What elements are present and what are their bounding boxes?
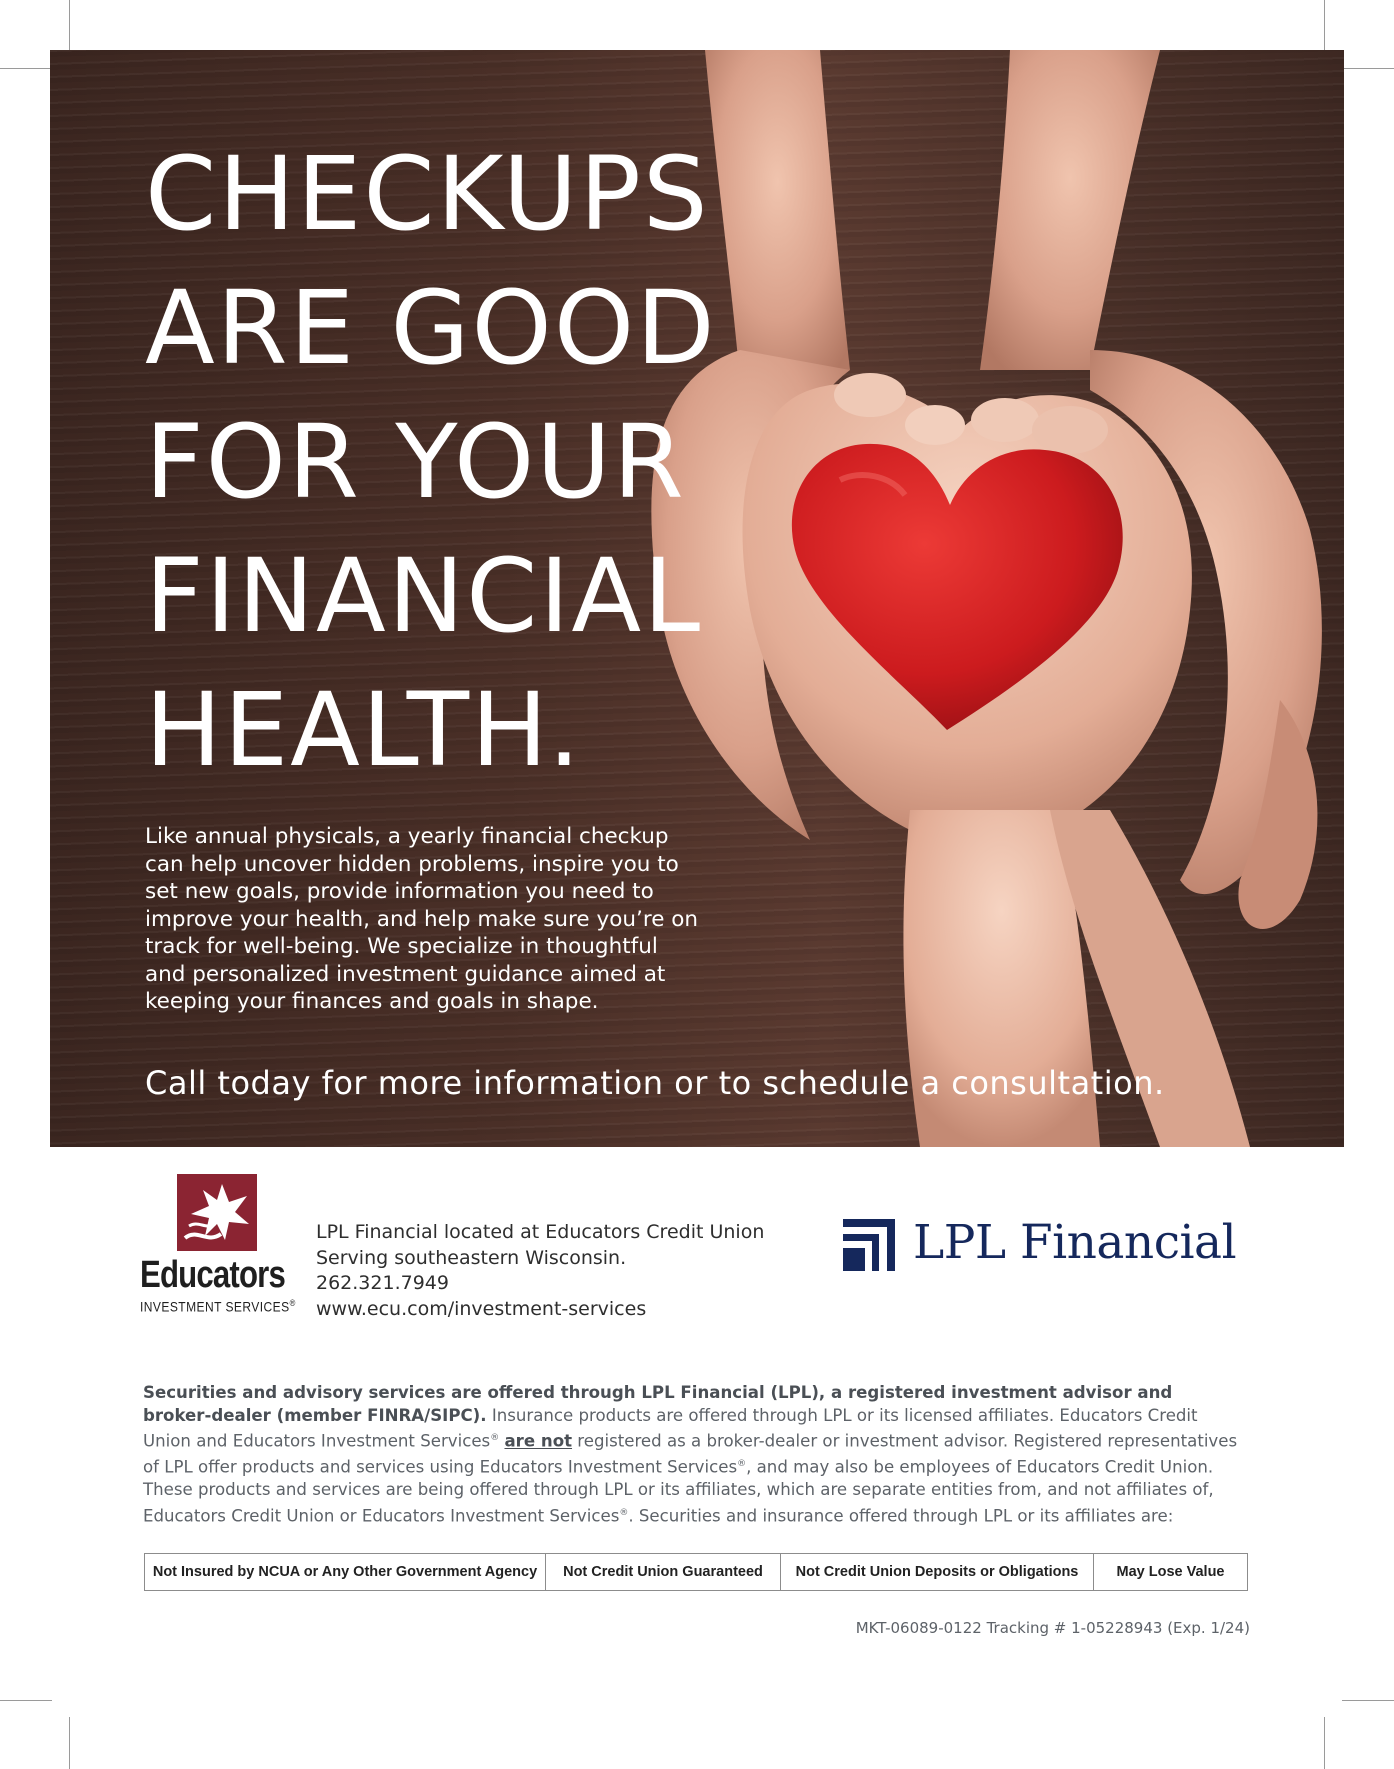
- crop-mark: [1342, 1700, 1394, 1701]
- crop-mark: [0, 68, 52, 69]
- notice-cell: Not Insured by NCUA or Any Other Government Agency: [145, 1554, 546, 1591]
- lpl-bars-icon: [843, 1219, 895, 1271]
- contact-region: Serving southeastern Wisconsin.: [316, 1246, 627, 1269]
- headline-line: ARE GOOD: [145, 269, 717, 388]
- call-to-action: Call today for more information or to schedule a consultation.: [145, 1064, 1165, 1102]
- crop-mark: [69, 0, 70, 52]
- disclosure-bold: Securities and advisory services are offered through LPL Financial (LPL), a registered investment advisor and broker-dealer (member FINRA/SIPC).: [143, 1383, 1173, 1425]
- notice-cell: Not Credit Union Deposits or Obligations: [781, 1554, 1094, 1591]
- body-line: Like annual physicals, a yearly financial checkup: [145, 824, 669, 849]
- educators-wordmark: Educators: [140, 1254, 285, 1296]
- headline: [145, 128, 845, 798]
- crop-mark: [69, 1717, 70, 1769]
- headline-line: HEALTH.: [145, 671, 583, 790]
- contact-url[interactable]: www.ecu.com/investment-services: [316, 1297, 647, 1320]
- crop-mark: [0, 1700, 52, 1701]
- crop-mark: [1324, 1717, 1325, 1769]
- lpl-wordmark: LPL Financial: [913, 1215, 1237, 1270]
- notice-cell: May Lose Value: [1094, 1554, 1248, 1591]
- headline-line: FOR YOUR: [145, 403, 686, 522]
- body-copy: [145, 823, 755, 1016]
- notice-table: [144, 1553, 1248, 1591]
- disclosure-emphasis: are not: [504, 1431, 573, 1451]
- educators-tagline: INVESTMENT SERVICES®: [140, 1298, 296, 1315]
- crop-mark: [1342, 68, 1394, 69]
- tracking-number: MKT-06089-0122 Tracking # 1-05228943 (Exp. 1/24): [855, 1619, 1250, 1637]
- contact-location: LPL Financial located at Educators Credit Union: [316, 1221, 765, 1243]
- body-line: set new goals, provide information you need to: [145, 879, 654, 904]
- educators-flower-icon: [177, 1174, 257, 1251]
- body-line: track for well-being. We specialize in thoughtful: [145, 934, 658, 959]
- contact-block: [316, 1220, 836, 1322]
- headline-line: CHECKUPS: [145, 135, 710, 254]
- body-line: improve your health, and help make sure you’re on: [145, 906, 699, 932]
- crop-mark: [1324, 0, 1325, 52]
- body-line: keeping your finances and goals in shape.: [145, 989, 599, 1014]
- notice-cell: Not Credit Union Guaranteed: [546, 1554, 781, 1591]
- body-line: and personalized investment guidance aimed at: [145, 961, 666, 987]
- lpl-financial-logo: [843, 1215, 1263, 1275]
- headline-line: FINANCIAL: [145, 537, 703, 656]
- disclosure-text: Securities and advisory services are offered through LPL Financial (LPL), a registered investment advisor and broker-dealer (member FINRA/SIPC). Insurance products are offered through LPL or its licensed affiliates. Educators Credit Union and Educators Investment Services® are not registered as a broker-dealer or investment advisor. Registered representatives of LPL offer products and services using Educators Investment Services®, and may also be employees of Educators Credit Union. These products and services are being offered through LPL or its affiliates, which are separate entities from, and not affiliates of, Educators Credit Union or Educators Investment Services®. Securities and insurance offered through LPL or its affiliates are:: [143, 1383, 1238, 1526]
- body-line: can help uncover hidden problems, inspire you to: [145, 851, 679, 877]
- hero-banner: [50, 50, 1344, 1147]
- educators-logo: [140, 1174, 300, 1314]
- contact-phone[interactable]: 262.321.7949: [316, 1272, 449, 1294]
